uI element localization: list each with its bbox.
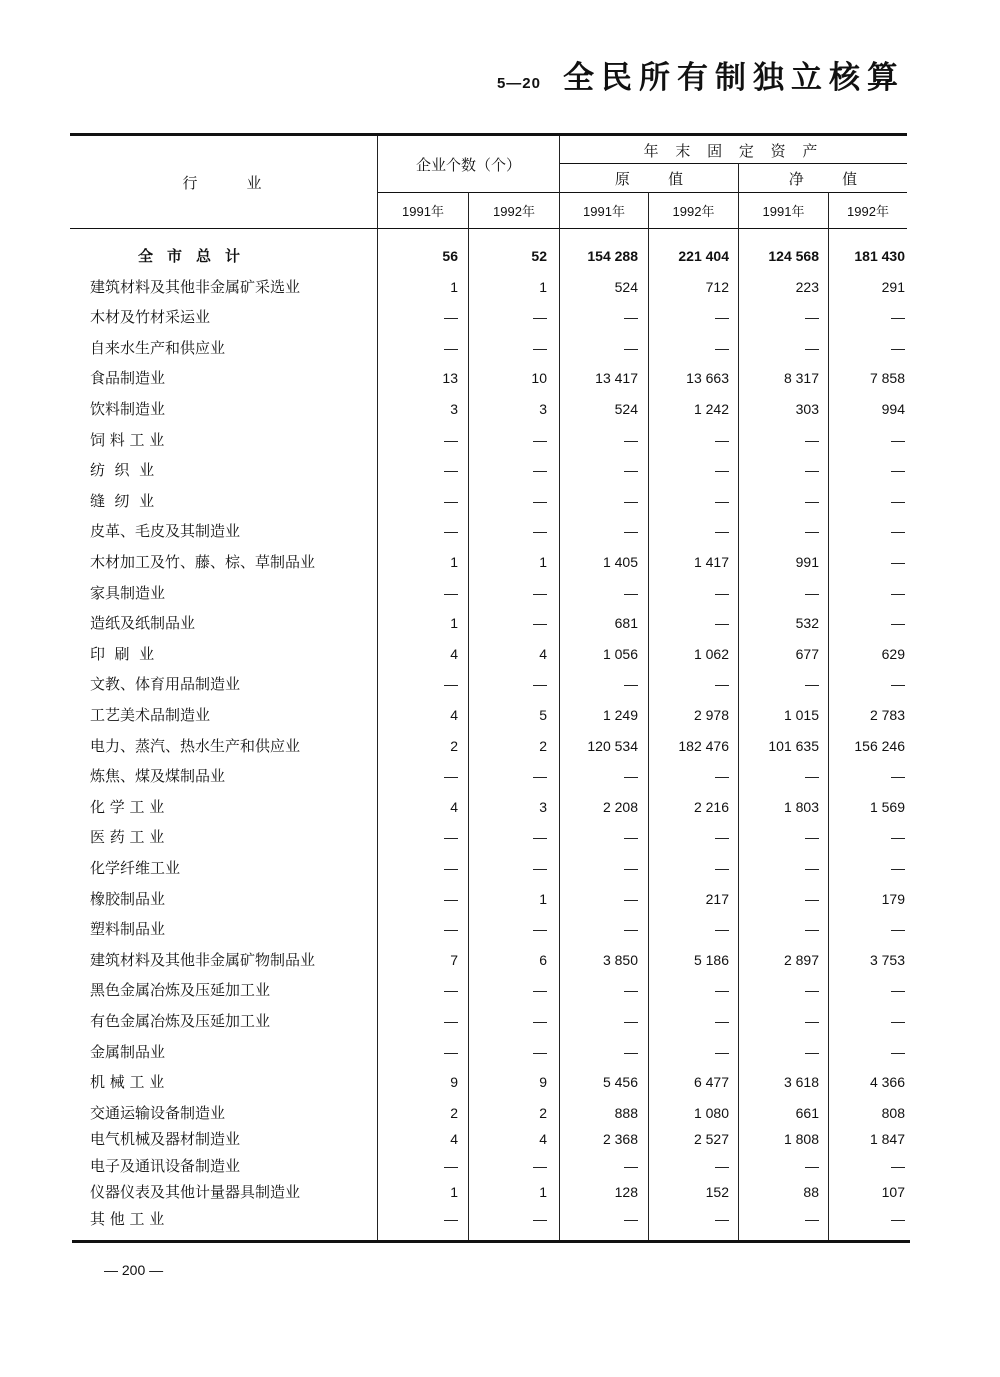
table-cell: — [444,890,458,907]
industry-name: 有色金属冶炼及压延加工业 [90,1012,271,1030]
table-cell: 1 [450,554,458,570]
table-cell: — [805,523,819,540]
table-cell: — [533,309,547,326]
table-cell: — [444,1043,458,1060]
table-cell: — [533,1043,547,1060]
table-cell: 2 527 [693,1131,729,1148]
table-cell: — [891,492,905,509]
table-cell: 2 [539,737,547,754]
year-original-1992: 1992年 [672,204,715,219]
table-cell: — [891,554,905,570]
table-cell: — [715,492,729,509]
table-cell: 3 618 [783,1074,819,1091]
assets-rule [560,163,907,164]
table-cell: 532 [795,615,819,632]
table-cell: 1 056 [602,645,638,662]
table-row [0,581,1000,605]
table-row [0,397,1000,421]
table-cell: 629 [881,645,905,662]
table-cell: 661 [795,1104,819,1121]
industry-name: 饲 料 工 业 [90,430,165,449]
table-cell: 217 [705,890,729,907]
table-cell: 1 [539,1184,547,1201]
table-cell: — [624,1013,638,1029]
table-cell: — [805,860,819,876]
table-cell: 677 [795,645,819,662]
table-cell: — [444,1013,458,1029]
table-cell: 4 [450,1131,458,1148]
table-cell: 10 [531,370,547,387]
table-cell: — [891,676,905,693]
table-cell: — [444,584,458,601]
table-cell: — [533,615,547,632]
table-cell: 1 [450,1184,458,1201]
table-cell: 1 015 [783,707,819,723]
table-cell: — [624,829,638,846]
table-cell: 1 417 [693,554,729,570]
table-cell: — [444,829,458,846]
table-cell: — [891,462,905,479]
table-cell: 4 [450,798,458,815]
table-cell: 2 897 [783,951,819,968]
table-cell: 1 [539,890,547,907]
table-row [0,1154,1000,1178]
table-cell: — [715,309,729,326]
table-cell: 888 [614,1104,638,1121]
table-cell: 2 368 [602,1131,638,1148]
table-cell: 5 456 [602,1074,638,1091]
industry-name: 其 他 工 业 [90,1209,165,1228]
table-cell: 808 [881,1104,905,1121]
table-cell: — [891,768,905,785]
industry-name: 交通运输设备制造业 [90,1103,226,1122]
table-cell: — [624,1043,638,1060]
table-cell: — [533,1210,547,1227]
industry-name: 自来水生产和供应业 [90,338,226,357]
table-cell: — [624,1210,638,1227]
table-cell: — [624,921,638,938]
page-number: — 200 — [104,1262,164,1278]
table-cell: 2 783 [869,707,905,723]
table-cell: — [805,1210,819,1227]
header-enterprise-count: 企业个数（个） [415,156,521,174]
table-cell: — [805,1043,819,1060]
table-cell: — [891,339,905,356]
table-row [0,305,1000,329]
table-cell: 13 [442,370,458,387]
table-cell: 107 [881,1184,905,1201]
table-row [0,519,1000,543]
table-row [0,948,1000,972]
table-row [0,428,1000,452]
table-cell: — [533,829,547,846]
table-cell: 2 208 [602,798,638,815]
table-cell: 2 [539,1104,547,1121]
table-cell: — [805,462,819,479]
table-cell: — [533,1157,547,1174]
table-cell: — [715,584,729,601]
table-cell: 3 [539,798,547,815]
table-cell: 1 405 [602,554,638,570]
table-cell: 128 [614,1184,638,1201]
table-cell: 13 663 [686,370,729,387]
table-cell: 3 753 [869,951,905,968]
table-row [0,642,1000,666]
table-cell: — [891,309,905,326]
industry-name: 建筑材料及其他非金属矿物制品业 [90,950,316,969]
table-cell: — [715,1013,729,1029]
table-cell: — [533,982,547,999]
table-cell: — [715,615,729,632]
table-cell: 681 [614,615,638,632]
industry-name: 缝 纫 业 [90,491,155,510]
year-original-1991: 1991年 [583,204,625,219]
table-row [0,734,1000,758]
table-cell: — [533,860,547,876]
table-cell: — [891,982,905,999]
table-row [0,336,1000,360]
table-cell: — [444,431,458,448]
table-cell: — [444,1157,458,1174]
table-cell: 1 [539,278,547,295]
table-cell: 13 417 [595,370,638,387]
table-row [0,764,1000,788]
table-cell: 991 [795,554,819,570]
industry-name: 仪器仪表及其他计量器具制造业 [90,1183,301,1202]
table-cell: 156 246 [854,737,905,754]
table-cell: — [624,462,638,479]
top-rule [70,133,907,136]
table-cell: — [533,921,547,938]
table-row [0,1101,1000,1125]
header-original-value: 原 值 [614,170,684,188]
table-cell: 52 [531,248,547,264]
table-cell: — [715,860,729,876]
table-cell: — [715,1043,729,1060]
industry-name: 纺 织 业 [90,461,155,480]
table-number: 5—20 [496,75,541,92]
table-cell: 124 568 [768,248,819,264]
industry-name: 文教、体育用品制造业 [90,675,241,694]
table-cell: 303 [795,401,819,417]
table-cell: — [891,1043,905,1060]
table-row [0,1040,1000,1064]
table-cell: — [715,523,729,540]
table-cell: — [805,676,819,693]
table-cell: — [715,829,729,846]
table-row [0,458,1000,482]
table-cell: — [533,584,547,601]
table-row [0,1180,1000,1204]
table-cell: — [805,921,819,938]
table-cell: 223 [795,278,819,295]
industry-name: 建筑材料及其他非金属矿采选业 [90,277,301,296]
table-row [0,856,1000,880]
table-cell: 179 [881,890,905,907]
header-fixed-assets: 年 末 固 定 资 产 [643,142,824,160]
industry-name: 工艺美术品制造业 [90,706,211,724]
table-cell: 221 404 [678,248,729,264]
table-cell: — [444,921,458,938]
table-cell: 1 [539,554,547,570]
table-cell: — [624,339,638,356]
table-title [497,52,905,97]
table-cell: — [891,1210,905,1227]
table-cell: — [533,492,547,509]
table-cell: 1 [450,615,458,632]
industry-name: 化 学 工 业 [90,797,165,816]
table-cell: 2 [450,737,458,754]
table-row [0,550,1000,574]
industry-name: 木材及竹材采运业 [90,308,211,327]
table-cell: — [444,676,458,693]
table-row [0,978,1000,1002]
table-cell: 1 569 [869,798,905,815]
table-cell: — [891,431,905,448]
table-cell: 1 803 [783,798,819,815]
table-cell: — [715,462,729,479]
industry-name: 皮革、毛皮及其制造业 [90,522,241,541]
table-cell: — [891,584,905,601]
table-row [0,795,1000,819]
industry-name: 家具制造业 [90,583,166,602]
table-cell: — [533,676,547,693]
table-cell: 88 [803,1184,819,1201]
table-cell: 101 635 [768,737,819,754]
year-count-1992: 1992年 [493,204,535,219]
table-cell: 1 249 [602,707,638,723]
table-cell: 5 186 [693,951,729,968]
table-cell: 9 [450,1074,458,1091]
table-cell: 3 [450,401,458,417]
table-row [0,825,1000,849]
table-cell: 524 [614,401,638,417]
table-cell: — [533,768,547,785]
table-cell: 4 366 [869,1074,905,1091]
bottom-rule [72,1240,910,1243]
table-cell: 4 [450,707,458,723]
table-cell: — [444,982,458,999]
table-row [0,703,1000,727]
table-cell: — [444,339,458,356]
table-cell: 182 476 [678,737,729,754]
table-cell: — [891,523,905,540]
table-cell: — [715,982,729,999]
table-cell: 181 430 [854,248,905,264]
header-net-value: 净 值 [788,170,858,188]
table-cell: 524 [614,278,638,295]
table-cell: 6 [539,951,547,968]
table-cell: — [891,860,905,876]
table-cell: — [444,462,458,479]
table-cell: 712 [705,278,729,295]
industry-name: 木材加工及竹、藤、棕、草制品业 [90,553,316,571]
table-cell: 3 850 [602,951,638,968]
table-row [0,275,1000,299]
industry-name: 橡胶制品业 [90,889,166,908]
table-cell: 4 [539,1131,547,1148]
table-cell: — [533,1013,547,1029]
table-cell: — [715,339,729,356]
table-cell: — [624,982,638,999]
table-cell: — [444,860,458,876]
table-cell: — [715,1210,729,1227]
industry-name: 化学纤维工业 [90,859,181,877]
table-cell: — [444,523,458,540]
table-cell: 1 808 [783,1131,819,1148]
table-cell: 120 534 [587,737,638,754]
table-cell: 5 [539,707,547,723]
industry-name: 电气机械及器材制造业 [90,1130,241,1149]
table-cell: 2 [450,1104,458,1121]
table-cell: — [805,584,819,601]
table-row [0,1207,1000,1231]
table-cell: 152 [705,1184,729,1201]
industry-name: 黑色金属冶炼及压延加工业 [90,981,271,1000]
table-cell: — [444,309,458,326]
industry-name: 电子及通讯设备制造业 [90,1156,241,1175]
table-cell: — [715,1157,729,1174]
table-cell: — [444,768,458,785]
industry-name: 饮料制造业 [90,400,166,418]
table-cell: — [891,1157,905,1174]
page-title: 全民所有制独立核算 [563,60,905,96]
table-cell: — [715,431,729,448]
industry-name: 塑料制品业 [90,920,166,939]
table-row [0,1009,1000,1033]
year-net-1991: 1991年 [762,204,805,219]
table-cell: 6 477 [693,1074,729,1091]
table-cell: 1 242 [693,401,729,417]
table-cell: — [624,309,638,326]
table-cell: — [624,860,638,876]
industry-name: 造纸及纸制品业 [90,614,196,633]
industry-name: 金属制品业 [90,1042,166,1061]
table-cell: 2 216 [693,798,729,815]
table-cell: 9 [539,1074,547,1091]
table-cell: — [624,492,638,509]
table-cell: 56 [442,248,458,264]
table-cell: 4 [539,645,547,662]
table-cell: 7 858 [869,370,905,387]
table-cell: — [805,1157,819,1174]
header-bottom-rule [70,228,907,229]
table-cell: 1 [450,278,458,295]
table-cell: — [805,1013,819,1029]
table-row [0,366,1000,390]
table-row [0,489,1000,513]
industry-name: 电力、蒸汽、热水生产和供应业 [90,736,301,755]
table-cell: — [805,890,819,907]
table-cell: — [891,1013,905,1029]
total-row [0,244,1000,268]
table-cell: — [624,768,638,785]
industry-name: 全市总计 [138,247,255,265]
table-row [0,887,1000,911]
table-cell: — [891,921,905,938]
table-cell: 1 847 [869,1131,905,1148]
table-cell: 8 317 [783,370,819,387]
table-cell: 2 978 [693,707,729,723]
industry-name: 食品制造业 [90,369,166,388]
table-cell: 994 [881,401,905,417]
table-cell: — [715,768,729,785]
table-row [0,1070,1000,1094]
industry-name: 机 械 工 业 [90,1073,165,1092]
year-net-1992: 1992年 [847,204,889,219]
table-cell: — [805,309,819,326]
header-industry: 行 业 [182,174,268,192]
table-cell: — [533,523,547,540]
table-cell: — [533,339,547,356]
table-row [0,672,1000,696]
table-row [0,1127,1000,1151]
table-cell: — [444,1210,458,1227]
year-count-1991: 1991年 [402,204,444,219]
table-cell: 154 288 [587,248,638,264]
table-cell: — [624,523,638,540]
table-cell: — [805,829,819,846]
table-cell: — [624,431,638,448]
table-cell: — [891,615,905,632]
table-cell: — [624,1157,638,1174]
table-cell: — [533,462,547,479]
table-cell: — [891,829,905,846]
table-cell: — [533,431,547,448]
table-row [0,917,1000,941]
table-cell: 1 062 [693,645,729,662]
table-cell: — [624,676,638,693]
industry-name: 医 药 工 业 [90,828,165,847]
table-cell: — [805,431,819,448]
table-cell: — [805,492,819,509]
industry-name: 炼焦、煤及煤制品业 [90,767,226,786]
table-cell: — [805,982,819,999]
table-cell: 7 [450,951,458,968]
table-cell: — [805,768,819,785]
table-row [0,611,1000,635]
table-cell: — [624,584,638,601]
table-cell: 3 [539,401,547,417]
table-cell: — [624,890,638,907]
table-cell: 4 [450,645,458,662]
table-cell: 1 080 [693,1104,729,1121]
industry-name: 印 刷 业 [90,644,155,663]
table-cell: — [805,339,819,356]
table-cell: 291 [881,278,905,295]
table-cell: — [715,676,729,693]
table-cell: — [444,492,458,509]
table-cell: — [715,921,729,938]
